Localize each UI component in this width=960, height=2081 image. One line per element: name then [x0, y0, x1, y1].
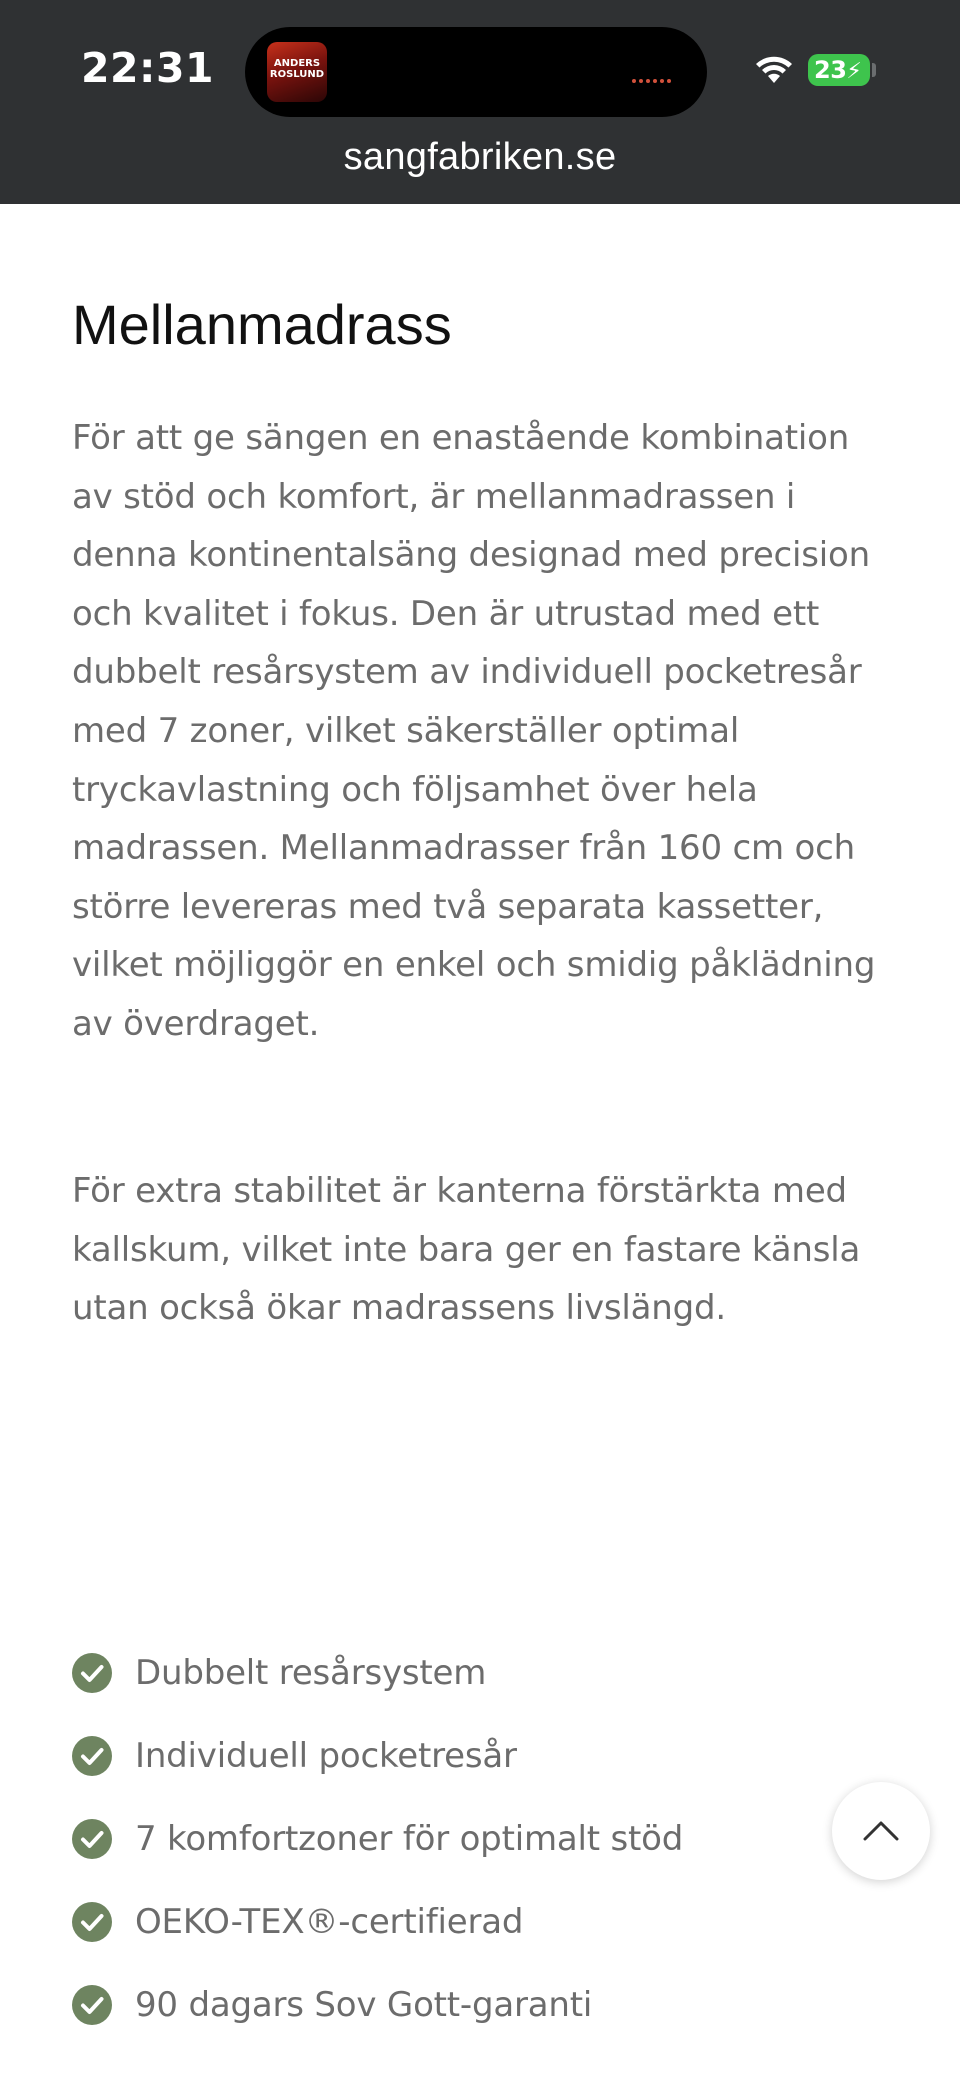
battery-indicator — [808, 54, 870, 86]
check-circle-icon — [72, 1902, 112, 1942]
description-paragraph: För att ge sängen en enastående kombination av stöd och komfort, är mellanmadrassen i denna kontinentalsäng designad med precision och kvalitet i fokus. Den är utrustad med ett dubbelt resårsystem av individuell pocketresår med 7 zoner, vilket säkerställer optimal tryckavlastning och följsamhet över hela madrassen. Mellanmadrasser från 160 cm och större levereras med två separata kassetter, vilket möjliggör en enkel och smidig påklädning av överdraget. — [72, 418, 876, 1044]
wifi-icon — [754, 53, 794, 87]
section-title: Mellanmadrass — [72, 293, 452, 356]
check-circle-icon — [72, 1653, 112, 1693]
audio-waveform-icon — [632, 70, 682, 76]
now-playing-artwork — [267, 42, 327, 102]
stability-paragraph: För extra stabilitet är kanterna förstärkta med kallskum, vilket inte bara ger en fastare känsla utan också ökar madrassens livslängd. — [72, 1171, 861, 1329]
battery-level: 23 — [814, 56, 847, 84]
status-time: 22:31 — [81, 44, 215, 92]
feature-label: Dubbelt resårsystem — [135, 1653, 487, 1693]
check-circle-icon — [72, 1736, 112, 1776]
check-circle-icon — [72, 1985, 112, 2025]
battery-cap — [872, 63, 876, 77]
address-bar-url[interactable]: sangfabriken.se — [343, 136, 617, 178]
feature-label: OEKO-TEX®-certifierad — [135, 1902, 524, 1942]
check-circle-icon — [72, 1819, 112, 1859]
browser-header — [0, 0, 960, 204]
feature-label: 90 dagars Sov Gott-garanti — [135, 1985, 593, 2025]
dynamic-island[interactable] — [245, 27, 707, 117]
feature-label: Individuell pocketresår — [135, 1736, 517, 1776]
scroll-to-top-button[interactable] — [832, 1782, 930, 1880]
feature-label: 7 komfortzoner för optimalt stöd — [135, 1819, 684, 1859]
charging-bolt-icon: ⚡ — [846, 59, 862, 84]
chevron-up-icon — [861, 1813, 901, 1849]
now-playing-artwork-text: ANDERS ROSLUND — [269, 58, 325, 80]
